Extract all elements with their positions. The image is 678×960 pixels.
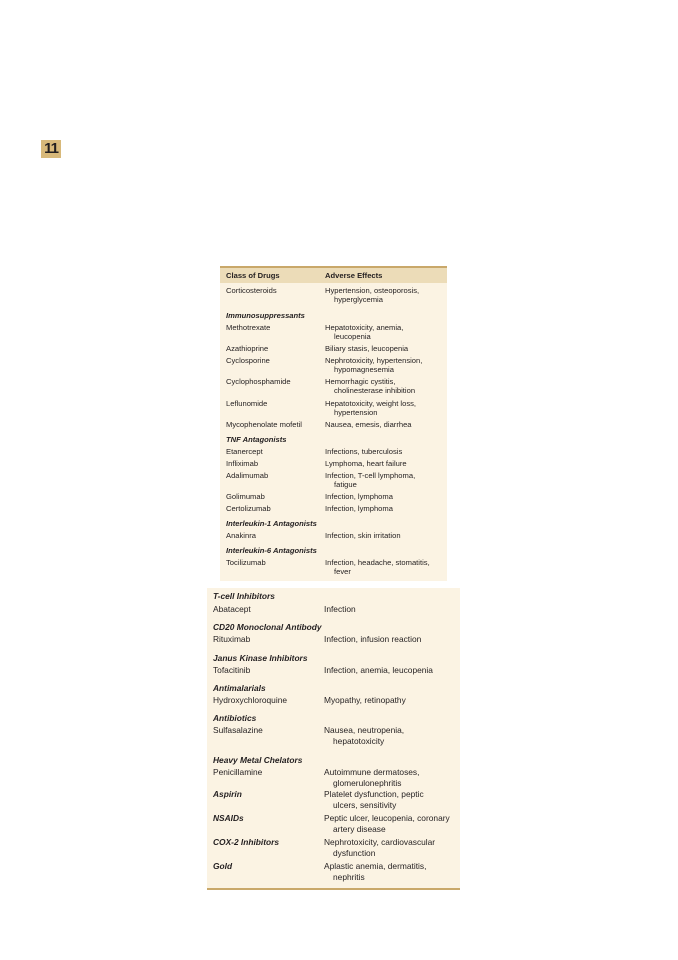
effect-line: Lymphoma, heart failure bbox=[325, 459, 407, 468]
drug-name: Etanercept bbox=[226, 447, 263, 456]
adverse-effects-cell bbox=[324, 604, 458, 615]
adverse-effects-cell bbox=[324, 725, 458, 746]
category-label: Immunosuppressants bbox=[226, 311, 305, 320]
drug-name: Certolizumab bbox=[226, 504, 271, 513]
adverse-effects-cell bbox=[325, 471, 445, 490]
chapter-number-badge: 11 bbox=[41, 140, 61, 158]
effect-line: hypertension bbox=[334, 408, 378, 418]
adverse-effects-table-part-1 bbox=[220, 266, 447, 581]
effect-line: Nausea, emesis, diarrhea bbox=[325, 420, 412, 429]
effect-line: Autoimmune dermatoses, bbox=[324, 767, 420, 777]
category-label: Heavy Metal Chelators bbox=[213, 755, 303, 765]
effect-line: dysfunction bbox=[333, 847, 376, 858]
adverse-effects-table-part-2 bbox=[207, 588, 460, 890]
effect-line: Myopathy, retinopathy bbox=[324, 695, 406, 705]
drug-name: Abatacept bbox=[213, 604, 251, 614]
table-header-row bbox=[220, 268, 447, 283]
category-label: T-cell Inhibitors bbox=[213, 591, 275, 601]
adverse-effects-cell bbox=[324, 665, 458, 676]
adverse-effects-cell bbox=[324, 634, 458, 645]
effect-line: Hepatotoxicity, weight loss, bbox=[325, 399, 417, 408]
adverse-effects-cell bbox=[325, 447, 445, 456]
effect-line: Hepatotoxicity, anemia, bbox=[325, 323, 404, 332]
drug-name: Methotrexate bbox=[226, 323, 271, 332]
drug-name: Cyclophosphamide bbox=[226, 377, 291, 386]
category-label: NSAIDs bbox=[213, 813, 244, 823]
effect-line: Infection, headache, stomatitis, bbox=[325, 558, 430, 567]
drug-name: Infliximab bbox=[226, 459, 259, 468]
drug-name: Golimumab bbox=[226, 492, 265, 501]
drug-name: Adalimumab bbox=[226, 471, 269, 480]
effect-line: Infection, lymphoma bbox=[325, 492, 393, 501]
effect-line: Hypertension, osteoporosis, bbox=[325, 286, 420, 295]
adverse-effects-cell bbox=[325, 558, 445, 577]
adverse-effects-cell bbox=[325, 459, 445, 468]
effect-line: Aplastic anemia, dermatitis, bbox=[324, 861, 427, 871]
adverse-effects-cell bbox=[325, 420, 445, 429]
effect-line: hypomagnesemia bbox=[334, 365, 394, 375]
category-label: Antimalarials bbox=[213, 683, 266, 693]
drug-name: Cyclosporine bbox=[226, 356, 270, 365]
effect-line: Platelet dysfunction, peptic bbox=[324, 789, 424, 799]
drug-name: Tocilizumab bbox=[226, 558, 266, 567]
adverse-effects-cell bbox=[325, 286, 445, 305]
drug-name: Tofacitinib bbox=[213, 665, 251, 675]
adverse-effects-cell bbox=[324, 813, 458, 834]
effect-line: fatigue bbox=[334, 480, 357, 490]
effect-line: Nephrotoxicity, cardiovascular bbox=[324, 837, 436, 847]
effect-line: Hemorrhagic cystitis, bbox=[325, 377, 396, 386]
effect-line: Infection, skin irritation bbox=[325, 531, 401, 540]
drug-name: Penicillamine bbox=[213, 767, 263, 777]
adverse-effects-cell bbox=[325, 377, 445, 396]
adverse-effects-cell bbox=[324, 789, 458, 810]
adverse-effects-cell bbox=[325, 504, 445, 513]
effect-line: artery disease bbox=[333, 823, 386, 834]
effect-line: glomerulonephritis bbox=[333, 777, 402, 788]
adverse-effects-cell bbox=[325, 531, 445, 540]
effect-line: Infection, infusion reaction bbox=[324, 634, 422, 644]
adverse-effects-cell bbox=[325, 492, 445, 501]
category-label: Antibiotics bbox=[213, 713, 257, 723]
effect-line: leucopenia bbox=[334, 332, 371, 342]
drug-name: Mycophenolate mofetil bbox=[226, 420, 302, 429]
header-class-of-drugs: Class of Drugs bbox=[226, 271, 280, 280]
adverse-effects-cell bbox=[324, 837, 458, 858]
drug-name: Hydroxychloroquine bbox=[213, 695, 288, 705]
drug-name: Rituximab bbox=[213, 634, 251, 644]
category-label: Janus Kinase Inhibitors bbox=[213, 653, 308, 663]
effect-line: ulcers, sensitivity bbox=[333, 799, 397, 810]
adverse-effects-cell bbox=[324, 861, 458, 882]
category-label: Interleukin-6 Antagonists bbox=[226, 546, 317, 555]
effect-line: fever bbox=[334, 567, 351, 577]
effect-line: Infection bbox=[324, 604, 356, 614]
effect-line: Infection, anemia, leucopenia bbox=[324, 665, 433, 675]
header-adverse-effects: Adverse Effects bbox=[325, 271, 383, 280]
drug-name: Anakinra bbox=[226, 531, 256, 540]
adverse-effects-cell bbox=[324, 767, 458, 788]
adverse-effects-cell bbox=[324, 695, 458, 706]
category-label: COX-2 Inhibitors bbox=[213, 837, 280, 847]
effect-line: Peptic ulcer, leucopenia, coronary bbox=[324, 813, 450, 823]
category-label: Aspirin bbox=[213, 789, 242, 799]
effect-line: nephritis bbox=[333, 871, 365, 882]
adverse-effects-cell bbox=[325, 323, 445, 342]
effect-line: cholinesterase inhibition bbox=[334, 386, 416, 396]
adverse-effects-cell bbox=[325, 344, 445, 353]
category-label: Interleukin-1 Antagonists bbox=[226, 519, 317, 528]
drug-name: Sulfasalazine bbox=[213, 725, 263, 735]
effect-line: Infections, tuberculosis bbox=[325, 447, 403, 456]
drug-name: Azathioprine bbox=[226, 344, 269, 353]
effect-line: hyperglycemia bbox=[334, 295, 383, 305]
category-label: TNF Antagonists bbox=[226, 435, 287, 444]
effect-line: Biliary stasis, leucopenia bbox=[325, 344, 409, 353]
adverse-effects-cell bbox=[325, 399, 445, 418]
effect-line: hepatotoxicity bbox=[333, 735, 385, 746]
effect-line: Infection, T-cell lymphoma, bbox=[325, 471, 416, 480]
drug-name: Corticosteroids bbox=[226, 286, 277, 295]
drug-name: Leflunomide bbox=[226, 399, 268, 408]
effect-line: Nephrotoxicity, hypertension, bbox=[325, 356, 423, 365]
adverse-effects-cell bbox=[325, 356, 445, 375]
effect-line: Nausea, neutropenia, bbox=[324, 725, 405, 735]
category-label: CD20 Monoclonal Antibody bbox=[213, 622, 322, 632]
category-label: Gold bbox=[213, 861, 233, 871]
effect-line: Infection, lymphoma bbox=[325, 504, 393, 513]
